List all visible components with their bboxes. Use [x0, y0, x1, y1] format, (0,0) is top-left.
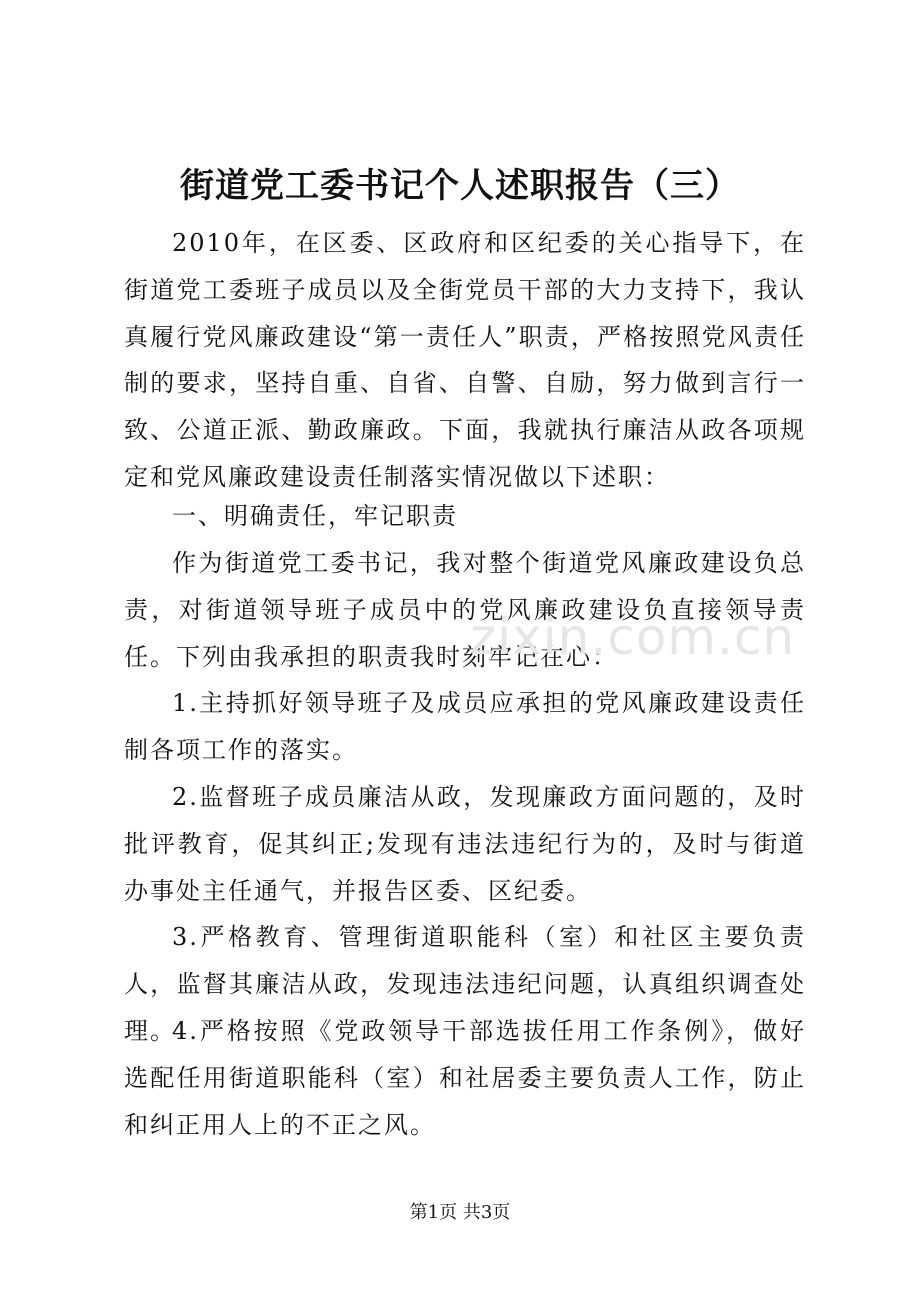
paragraph-intro: 2010年，在区委、区政府和区纪委的关心指导下，在街道党工委班子成员以及全街党员干部的大力支持下，我认真履行党风廉政建设“第一责任人”职责，严格按照党风责任制的要求，坚持自重、自省、自警、自励，努力做到言行一致、公道正派、勤政廉政。下面，我就执行廉洁从政各项规定和党风廉政建设责任制落实情况做以下述职：	[124, 229, 806, 491]
page-footer: 第1页 共3页	[409, 1202, 511, 1223]
paragraph-duty-2: 2.监督班子成员廉洁从政，发现廉政方面问题的，及时批评教育，促其纠正;发现有违法违纪行为的，及时与街道办事处主任通气，并报告区委、区纪委。	[124, 783, 806, 905]
paragraph-duties-intro: 作为街道党工委书记，我对整个街道党风廉政建设负总责，对街道领导班子成员中的党风廉政建设负直接领导责任。下列由我承担的职责我时刻牢记在心：	[124, 549, 806, 671]
paragraph-duty-1: 1.主持抓好领导班子及成员应承担的党风廉政建设责任制各项工作的落实。	[124, 689, 806, 764]
paragraph-duty-3: 3.严格教育、管理街道职能科（室）和社区主要负责人，监督其廉洁从政，发现违法违纪问题，认真组织调查处理。	[124, 923, 806, 1045]
section-heading-1: 一、明确责任，牢记职责	[172, 502, 458, 530]
document-title: 街道党工委书记个人述职报告（三）	[180, 166, 740, 206]
watermark: zixin.com.cn	[470, 608, 796, 666]
paragraph-duty-4: 4.严格按照《党政领导干部选拔任用工作条例》，做好选配任用街道职能科（室）和社居委主要负责人工作，防止和纠正用人上的不正之风。	[124, 1017, 806, 1139]
